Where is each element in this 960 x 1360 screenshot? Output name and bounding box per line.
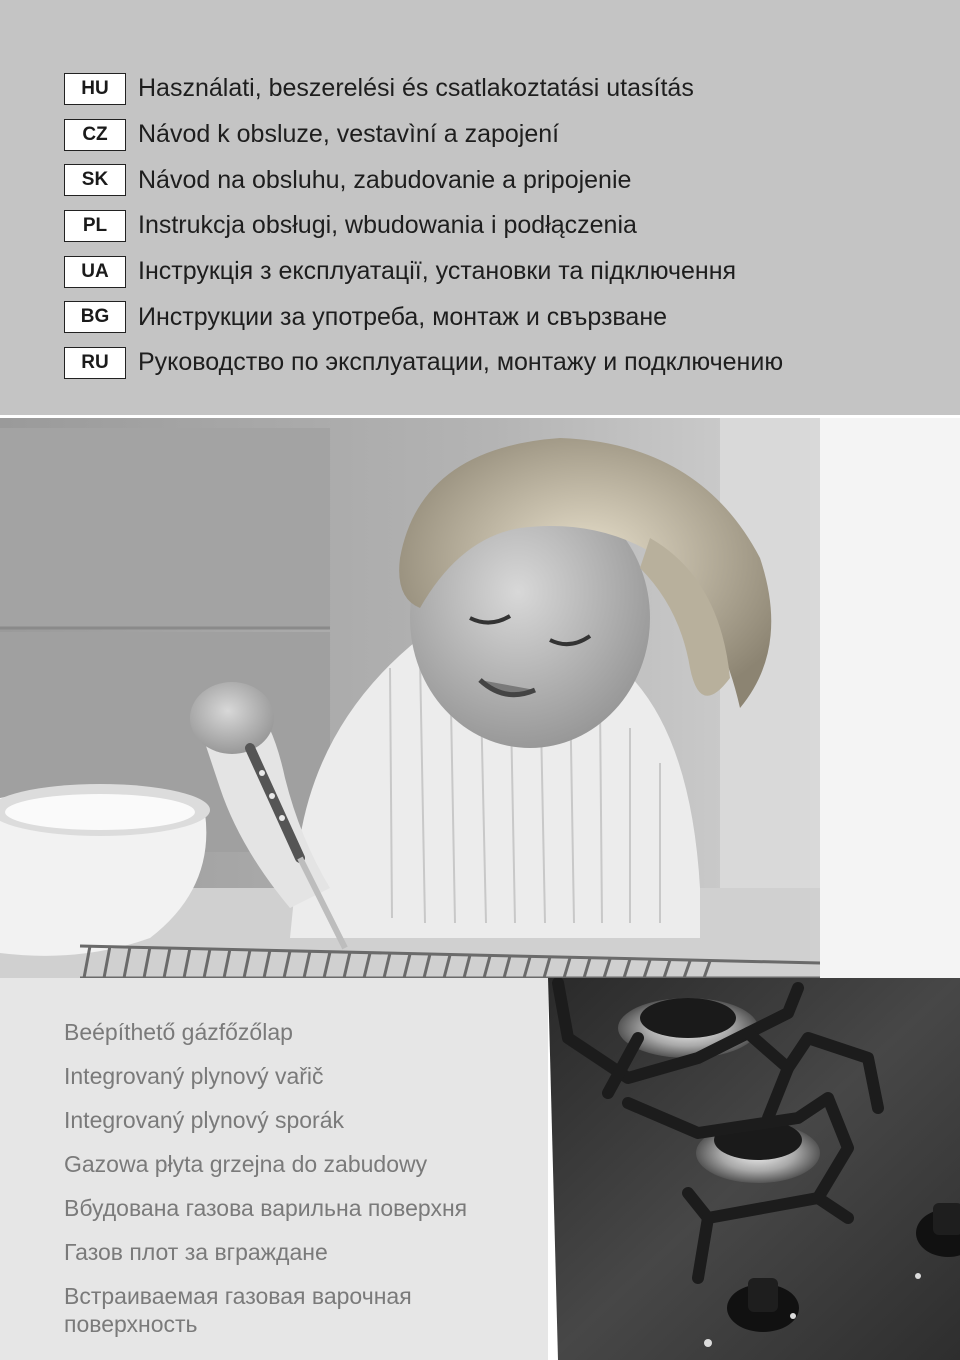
language-row-pl [64,203,783,249]
language-code-ru: RU [64,347,126,379]
language-title-ru: Руководство по эксплуатации, монтажу и подключению [138,348,784,377]
language-code-bg: BG [64,301,126,333]
child-cooking-photo [0,418,820,978]
language-title-pl: Instrukcja obsługi, wbudowania i podłączenia [138,211,637,240]
language-row-hu [64,66,783,112]
language-row-bg [64,294,783,340]
product-name-sk: Integrovaný plynový sporák [64,1107,344,1133]
language-code-hu: HU [64,73,126,105]
language-row-cz [64,112,783,158]
child-cooking-illustration [0,418,820,978]
language-row-sk [64,157,783,203]
language-row-ua [64,249,783,295]
gas-hob-photo [548,978,960,1360]
product-name-ua: Вбудована газова варильна поверхня [64,1195,468,1221]
language-title-hu: Használati, beszerelési és csatlakoztatási utasítás [138,74,694,103]
product-name-hu: Beépíthető gázfőzőlap [64,1019,293,1045]
product-name-list [64,1018,544,1354]
product-name-ru: Встраиваемая газовая варочная поверхность [64,1283,412,1337]
gas-hob-illustration [548,978,960,1360]
photo-side-strip [820,418,960,978]
language-code-sk: SK [64,164,126,196]
language-title-ua: Інструкція з експлуатації, установки та підключення [138,257,737,286]
language-title-cz: Návod k obsluze, vestavìní a zapojení [138,120,560,149]
product-name-cz: Integrovaný plynový vařič [64,1063,324,1089]
language-title-bg: Инструкции за употреба, монтаж и свързване [138,302,668,331]
language-code-cz: CZ [64,119,126,151]
product-name-pl: Gazowa płyta grzejna do zabudowy [64,1151,428,1177]
language-code-ua: UA [64,256,126,288]
product-name-bg: Газов плот за вграждане [64,1239,328,1265]
language-row-ru [64,340,783,386]
language-code-pl: PL [64,210,126,242]
language-list [64,66,783,386]
language-title-sk: Návod na obsluhu, zabudovanie a pripojenie [138,165,632,194]
